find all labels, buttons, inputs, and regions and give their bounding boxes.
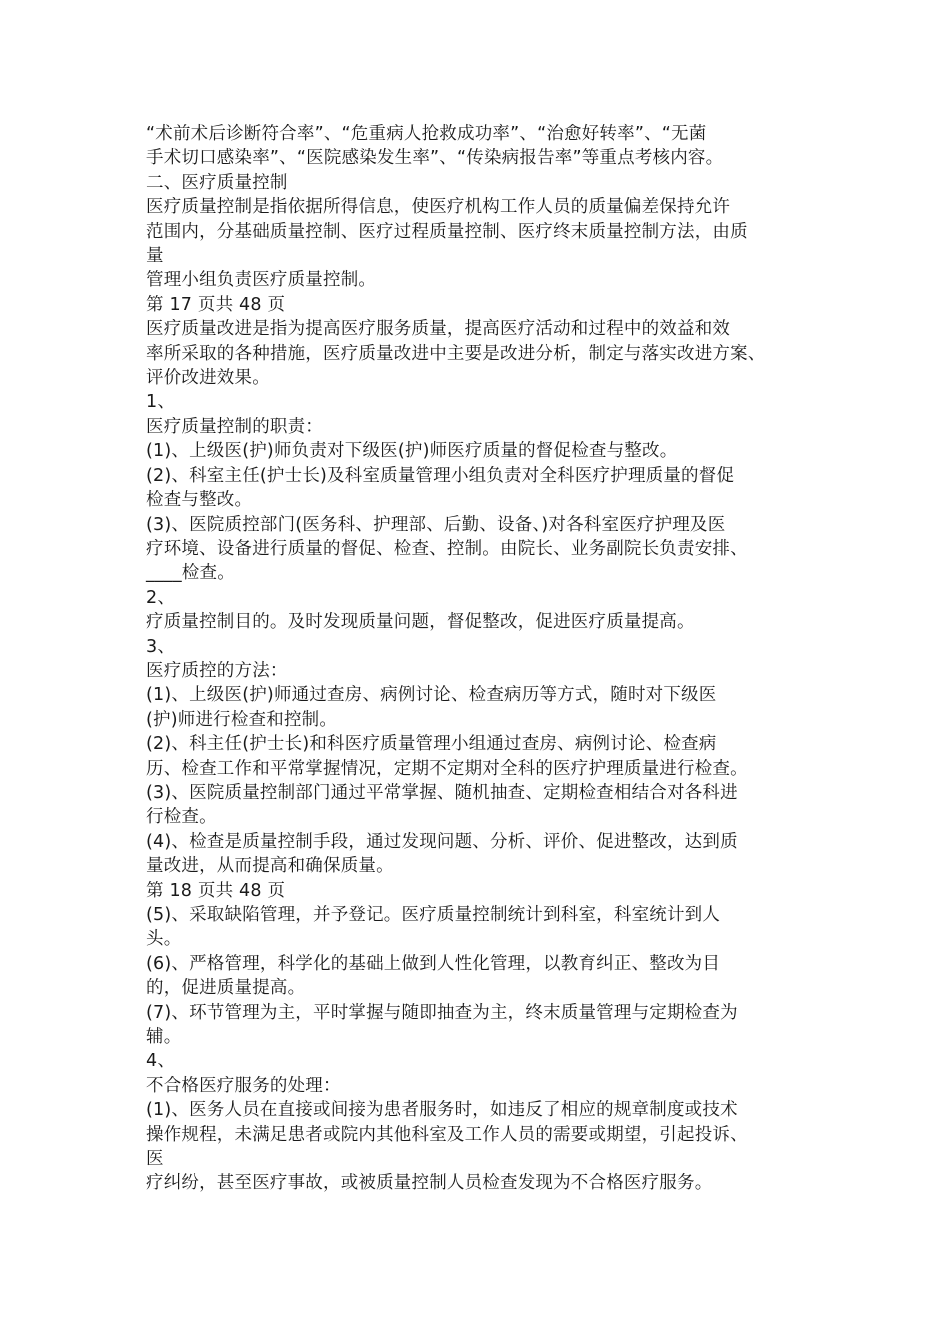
text-line: 的，促进质量提高。 — [146, 978, 306, 999]
list-number: 3、 — [146, 636, 176, 657]
text-line: 评价改进效果。 — [146, 368, 270, 389]
text-line: (2)、科室主任(护士长)及科室质量管理小组负责对全科医疗护理质量的督促 — [146, 465, 735, 486]
list-number: 1、 — [146, 392, 176, 413]
list-number: 2、 — [146, 587, 176, 608]
text-line: “术前术后诊断符合率”、“危重病人抢救成功率”、“治愈好转率”、“无菌 — [146, 124, 707, 144]
text-line: 行检查。 — [146, 807, 217, 828]
text-line: 医疗质量控制是指依据所得信息，使医疗机构工作人员的质量偏差保持允许 — [146, 197, 731, 218]
text-line: 量 — [146, 246, 164, 267]
text-line: (护)师进行检查和控制。 — [146, 709, 338, 730]
text-line: 管理小组负责医疗质量控制。 — [146, 270, 377, 291]
text-line: (1)、上级医(护)师通过查房、病例讨论、检查病历等方式，随时对下级医 — [146, 685, 717, 706]
text-line: 疗环境、设备进行质量的督促、检查、控制。由院长、业务副院长负责安排、 — [146, 538, 748, 559]
page-number: 第 18 页共 48 页 — [146, 880, 286, 901]
text-line: 医 — [146, 1149, 164, 1170]
text-line: 医疗质控的方法： — [146, 660, 288, 681]
text-line: 辅。 — [146, 1027, 182, 1048]
text-line: (4)、检查是质量控制手段，通过发现问题、分析、评价、促进整改，达到质 — [146, 831, 738, 852]
text-line: (3)、医院质控部门(医务科、护理部、后勤、设备、)对各科室医疗护理及医 — [146, 514, 726, 535]
text-line: 率所采取的各种措施，医疗质量改进中主要是改进分析，制定与落实改进方案、 — [146, 343, 766, 364]
text-line: 历、检查工作和平常掌握情况，定期不定期对全科的医疗护理质量进行检查。 — [146, 758, 748, 779]
text-line: (5)、采取缺陷管理，并予登记。医疗质量控制统计到科室，科室统计到人 — [146, 905, 721, 925]
text-line: 量改进，从而提高和确保质量。 — [146, 856, 394, 877]
text-line: ____检查。 — [146, 563, 235, 584]
text-line: 疗质量控制目的。及时发现质量问题，督促整改，促进医疗质量提高。 — [146, 612, 695, 633]
text-line: (2)、科主任(护士长)和科医疗质量管理小组通过查房、病例讨论、检查病 — [146, 734, 717, 755]
document-body — [146, 122, 826, 1196]
section-heading: 二、医疗质量控制 — [146, 172, 288, 193]
text-line: 疗纠纷，甚至医疗事故，或被质量控制人员检查发现为不合格医疗服务。 — [146, 1173, 713, 1194]
text-line: 操作规程，未满足患者或院内其他科室及工作人员的需要或期望，引起投诉、 — [146, 1124, 748, 1145]
text-line: (3)、医院质量控制部门通过平常掌握、随机抽查、定期检查相结合对各科进 — [146, 782, 738, 803]
text-line: 医疗质量改进是指为提高医疗服务质量，提高医疗活动和过程中的效益和效 — [146, 319, 731, 340]
page-number: 第 17 页共 48 页 — [146, 294, 286, 315]
text-line: 范围内，分基础质量控制、医疗过程质量控制、医疗终末质量控制方法，由质 — [146, 221, 748, 242]
text-line: (6)、严格管理，科学化的基础上做到人性化管理，以教育纠正、整改为目 — [146, 953, 721, 974]
text-line: (1)、上级医(护)师负责对下级医(护)师医疗质量的督促检查与整改。 — [146, 441, 678, 462]
text-line: 手术切口感染率”、“医院感染发生率”、“传染病报告率”等重点考核内容。 — [146, 148, 724, 169]
list-number: 4、 — [146, 1051, 176, 1072]
text-line: (7)、环节管理为主，平时掌握与随即抽查为主，终末质量管理与定期检查为 — [146, 1002, 738, 1023]
text-line: 不合格医疗服务的处理： — [146, 1075, 341, 1096]
text-line: 医疗质量控制的职责： — [146, 416, 323, 437]
text-line: (1)、医务人员在直接或间接为患者服务时，如违反了相应的规章制度或技术 — [146, 1100, 738, 1121]
text-line: 头。 — [146, 929, 182, 950]
text-line: 检查与整改。 — [146, 490, 253, 511]
